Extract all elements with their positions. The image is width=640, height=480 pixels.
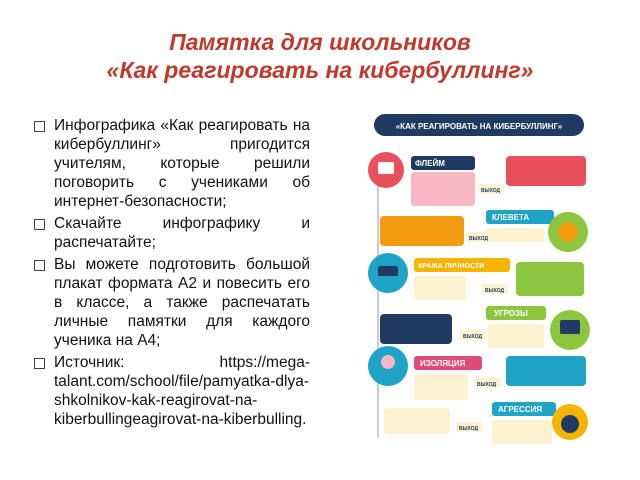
square-bullet-icon (34, 260, 45, 271)
section-advice-box (506, 356, 586, 386)
section-note-box (411, 172, 475, 206)
section-note-box (488, 324, 544, 348)
exit-label: ВЫХОД (459, 426, 479, 432)
section-advice-box (516, 262, 584, 296)
square-bullet-icon (34, 358, 45, 369)
section-note-box (414, 276, 466, 300)
thief-mask-icon (378, 266, 398, 276)
slide-title-line2: «Как реагировать на кибербуллинг» (106, 57, 534, 83)
bomb-icon (561, 415, 579, 433)
bullet-item (34, 353, 310, 429)
exit-label: ВЫХОД (463, 334, 483, 340)
bullet-text: Источник: https://mega-talant.com/school/file/pamyatka-dlya-shkolnikov-kak-reagirovat-na-kiberbullingeagirovat-na-kiberbulling. (54, 354, 310, 428)
slide-title (0, 28, 640, 84)
bullet-list (34, 116, 310, 432)
square-bullet-icon (34, 121, 45, 132)
section-advice-box (506, 156, 586, 186)
exit-label: ВЫХОД (481, 188, 501, 194)
exit-label: ВЫХОД (485, 288, 505, 294)
section-note-box (486, 228, 544, 242)
exit-label: ВЫХОД (477, 382, 497, 388)
section-label-threats: УГРОЗЫ (494, 309, 528, 318)
section-advice-box (380, 216, 464, 246)
bullet-text: Скачайте инфографику и распечатайте; (54, 215, 310, 251)
section-label-flame: ФЛЕЙМ (415, 159, 445, 168)
bullet-text: Вы можете подготовить большой плакат формата А2 и повесить его в классе, а также распечатать личные памятки для каждого ученика на А4; (54, 256, 310, 349)
infographic-image (356, 108, 601, 448)
infographic-header-text: «КАК РЕАГИРОВАТЬ НА КИБЕРБУЛЛИНГ» (395, 122, 563, 131)
section-label-identity: КРАЖА ЛИЧНОСТИ (418, 263, 485, 270)
section-label-aggression: АГРЕССИЯ (498, 405, 543, 414)
exit-label: ВЫХОД (469, 236, 489, 242)
envelope-icon (378, 162, 394, 174)
section-advice-box (384, 408, 450, 434)
square-bullet-icon (34, 219, 45, 230)
bullet-item (34, 214, 310, 252)
section-note-box (492, 420, 552, 444)
laptop-icon (560, 320, 580, 334)
person-icon (381, 355, 395, 369)
section-label-slander: КЛЕВЕТА (492, 213, 530, 222)
section-note-box (414, 374, 468, 400)
hand-icon (558, 222, 578, 242)
infographic-graphic (356, 108, 601, 448)
slide-title-line1: Памятка для школьников (169, 29, 471, 55)
section-label-isolation: ИЗОЛЯЦИЯ (420, 359, 466, 368)
bullet-item (34, 116, 310, 211)
bullet-item (34, 255, 310, 350)
section-advice-box (380, 314, 452, 344)
bullet-text: Инфографика «Как реагировать на кибербуллинг» пригодится учителям, которые решили поговорить с учениками об интернет-безопасности; (54, 117, 310, 210)
